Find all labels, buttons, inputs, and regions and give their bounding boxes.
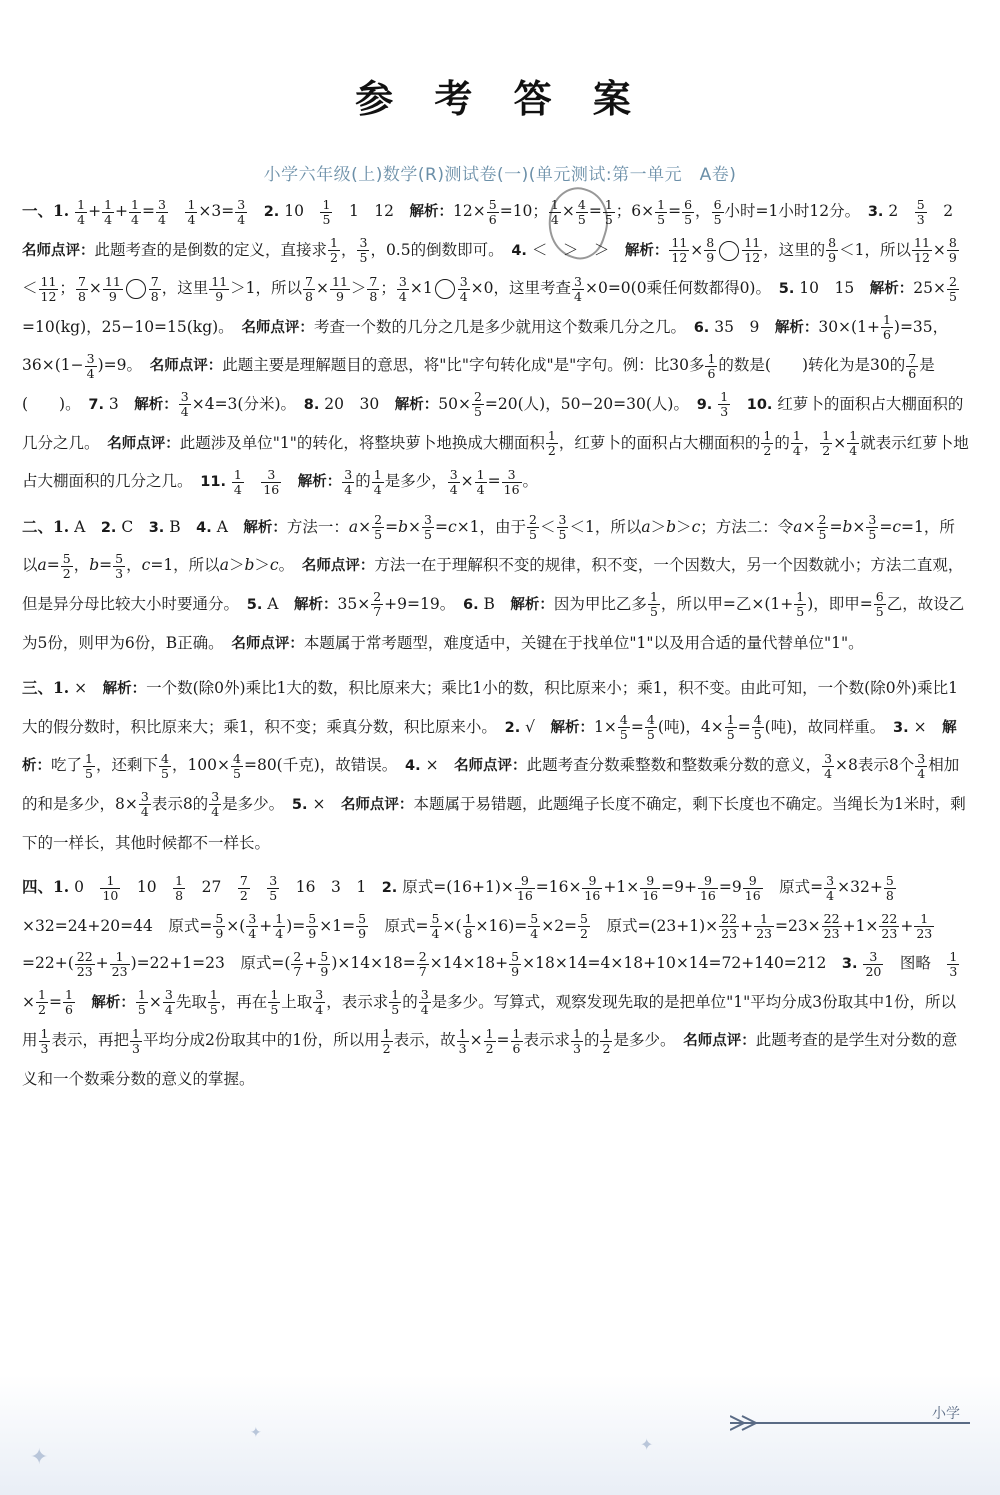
page-title: 参 考 答 案 [355, 77, 645, 121]
star-icon: ✦ [250, 1425, 262, 1441]
section-2: 二、1. A 2. C 3. B 4. A 解析：方法一：a× $\frac{2}{5}$ =b× $\frac{3}{5}$ =c×1，由于 $\frac{2}{5}$ ＜ $\frac{3}{5}$ ＜1，所以a＞b＞c；方法二：令a× $\frac{2}{5}$ =b× $\frac{3}{5}$ =c=1，所以a= $\frac{5}{2}$ ，b= $\frac{5}{3}$ ，c=1，所以a＞b＞c。 名师点评：方法一在于理解积不变的规律，积不变，一个因数大，另一个因数就小；方法二直观，但是异分母比较大小时要通分。 5. A 解析：35× $\frac{2}{7}$ +9=19。 6. B 解析：因为甲比乙多 $\frac{1}{5}$ ，所以甲=乙×(1+ $\frac{1}{5}$ )，即甲= $\frac{6}{5}$ 乙，故设乙为5份，则甲为6份，B正确。 名师点评：本题属于常考题型，难度适中，关键在于找单位"1"以及用合适的量代替单位"1"。 [22, 512, 965, 652]
star-icon: ✦ [30, 1445, 49, 1470]
section-4: 四、1. 0 $\frac{1}{10}$ 10 $\frac{1}{8}$ 27 $\frac{7}{2}$ $\frac{3}{5}$ 16 3 1 2. 原式=(16+1)× $\frac{9}{16}$ =16× $\frac{9}{16}$ +1× $\frac{9}{16}$ =9+ $\frac{9}{16}$ =9 $\frac{9}{16}$ 原式= $\frac{3}{4}$ ×32+ $\frac{5}{8}$ ×32=24+20=44 原式= $\frac{5}{9}$ ×( $\frac{3}{4}$ + $\frac{1}{4}$ )= $\frac{5}{9}$ ×1= $\frac{5}{9}$ 原式= $\frac{5}{4}$ ×( $\frac{1}{8}$ ×16)= $\frac{5}{4}$ ×2= $\frac{5}{2}$ 原式=(23+1)× $\frac{22}{23}$ + $\frac{1}{23}$ =23× $\frac{22}{23}$ +1× $\frac{22}{23}$ + $\frac{1}{23}$ =22+( $\frac{22}{23}$ + $\frac{1}{23}$ )=22+1=23 原式=( $\frac{2}{7}$ + $\frac{5}{9}$ )×14×18= $\frac{2}{7}$ ×14×18+ $\frac{5}{9}$ ×18×14=4×18+10×14=72+140=212 3. $\frac{3}{20}$ 图略 $\frac{1}{3}$ × $\frac{1}{2}$ = $\frac{1}{6}$ 解析： $\frac{1}{5}$ × $\frac{3}{4}$ 先取 $\frac{1}{5}$ ，再在 $\frac{1}{5}$ 上取 $\frac{3}{4}$ ，表示求 $\frac{1}{5}$ 的 $\frac{3}{4}$ 是多少。写算式，观察发现先取的是把单位"1"平均分成3份取其中1份，所以用 $\frac{1}{3}$ 表示，再把 $\frac{1}{3}$ 平均分成2份取其中的1份，所以用 $\frac{1}{2}$ 表示，故 $\frac{1}{3}$ × $\frac{1}{2}$ = $\frac{1}{6}$ 表示求 $\frac{1}{3}$ 的 $\frac{1}{2}$ 是多少。 名师点评：此题考查的是学生对分数的意义和一个数乘分数的意义的掌握。 [22, 872, 958, 1089]
answer-content [22, 192, 970, 1099]
page-footer [0, 1375, 1000, 1495]
section-1: 一、1. $\frac{1}{4}$ + $\frac{1}{4}$ + $\frac{1}{4}$ = $\frac{3}{4}$ $\frac{1}{4}$ ×3= $\frac{3}{4}$ 2. 10 $\frac{1}{5}$ 1 12 解析：12× $\frac{5}{6}$ =10； $\frac{1}{4}$ × $\frac{4}{5}$ = $\frac{1}{5}$ ；6× $\frac{1}{5}$ = $\frac{6}{5}$ ， $\frac{6}{5}$ 小时=1小时12分。 3. 2 $\frac{5}{3}$ 2 名师点评：此题考查的是倒数的定义，直接求 $\frac{1}{2}$ ， $\frac{3}{5}$ ，0.5的倒数即可。 4. ＜ ＞ ＞ 解析： $\frac{11}{12}$ × $\frac{8}{9}$ $\frac{11}{12}$ ，这里的 $\frac{8}{9}$ ＜1，所以 $\frac{11}{12}$ × $\frac{8}{9}$ ＜ $\frac{11}{12}$ ； $\frac{7}{8}$ × $\frac{11}{9}$ $\frac{7}{8}$ ，这里 $\frac{11}{9}$ ＞1，所以 $\frac{7}{8}$ × $\frac{11}{9}$ ＞ $\frac{7}{8}$ ； $\frac{3}{4}$ ×1 $\frac{3}{4}$ ×0，这里考查 $\frac{3}{4}$ ×0=0(0乘任何数都得0)。 5. 10 15 解析：25× $\frac{2}{5}$ =10(kg)，25−10=15(kg)。 名师点评：考查一个数的几分之几是多少就用这个数乘几分之几。 6. 35 9 解析：30×(1+ $\frac{1}{6}$ )=35，36×(1− $\frac{3}{4}$ )=9。 名师点评：此题主要是理解题目的意思，将"比"字句转化成"是"字句。例：比30多 $\frac{1}{6}$ 的数是( )转化为是30的 $\frac{7}{6}$ 是( )。 7. 3 解析： $\frac{3}{4}$ ×4=3(分米)。 8. 20 30 解析：50× $\frac{2}{5}$ =20(人)，50−20=30(人)。 9. $\frac{1}{3}$ 10. 红萝卜的面积占大棚面积的几分之几。 名师点评：此题涉及单位"1"的转化，将整块萝卜地换成大棚面积 $\frac{1}{2}$ ，红萝卜的面积占大棚面积的 $\frac{1}{2}$ 的 $\frac{1}{4}$ ， $\frac{1}{2}$ × $\frac{1}{4}$ 就表示红萝卜地占大棚面积的几分之几。 11. $\frac{1}{4}$ $\frac{3}{16}$ 解析： $\frac{3}{4}$ 的 $\frac{1}{4}$ 是多少， $\frac{3}{4}$ × $\frac{1}{4}$ = $\frac{3}{16}$ 。 [22, 196, 969, 497]
page-subtitle: 小学六年级(上)数学(R)测试卷(一)(单元测试:第一单元 A卷) [263, 165, 737, 185]
footer-brand: 小学 [932, 1406, 960, 1422]
star-icon: ✦ [640, 1435, 654, 1454]
section-3: 三、1. × 解析：一个数(除0外)乘比1大的数，积比原来大；乘比1小的数，积比原来小；乘1，积不变。由此可知，一个数(除0外)乘比1大的假分数时，积比原来大；乘1，积不变；乘真分数，积比原来小。 2. √ 解析：1× $\frac{4}{5}$ = $\frac{4}{5}$ (吨)，4× $\frac{1}{5}$ = $\frac{4}{5}$ (吨)，故同样重。 3. × 解析：吃了 $\frac{1}{5}$ ，还剩下 $\frac{4}{5}$ ，100× $\frac{4}{5}$ =80(千克)，故错误。 4. × 名师点评：此题考查分数乘整数和整数乘分数的意义， $\frac{3}{4}$ ×8表示8个 $\frac{3}{4}$ 相加的和是多少，8× $\frac{3}{4}$ 表示8的 $\frac{3}{4}$ 是多少。 5. × 名师点评：本题属于易错题，此题绳子长度不确定，剩下长度也不确定。当绳长为1米时，剩下的一样长，其他时候都不一样长。 [22, 678, 966, 852]
